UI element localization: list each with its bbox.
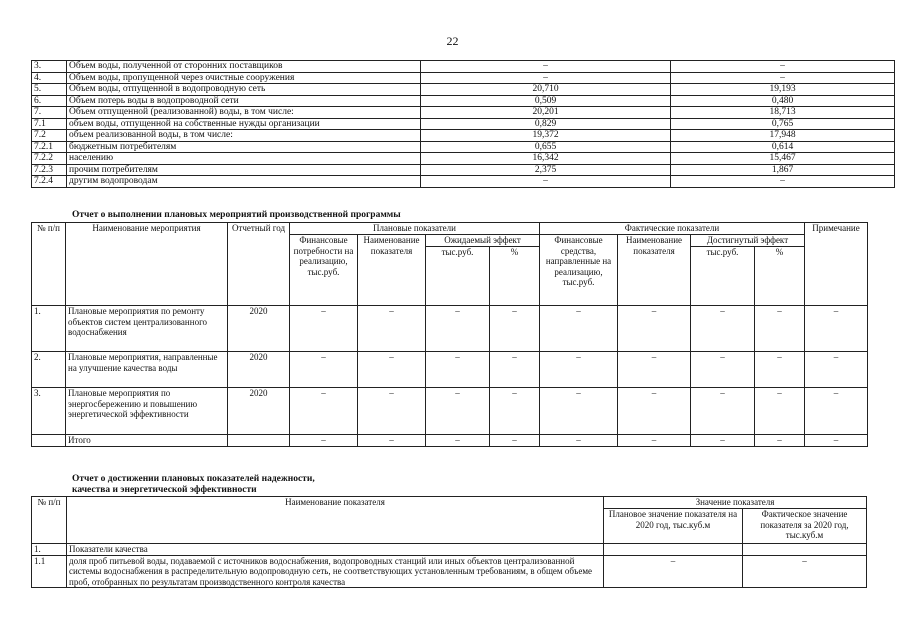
row-number: 7.2.3 <box>32 164 67 176</box>
fact-value: – <box>743 555 867 588</box>
header-plan-pct: % <box>490 247 540 306</box>
dash-cell: – <box>490 435 540 447</box>
row-year: 2020 <box>228 306 290 352</box>
table-row <box>32 153 895 165</box>
water-balance-table <box>31 60 895 188</box>
header-fact-effect: Достигнутый эффект <box>691 235 805 247</box>
row-name: Плановые мероприятия по энергосбережению и повышению энергетической эффективности <box>66 388 228 435</box>
reliability-report-table <box>31 496 867 588</box>
dash-cell: – <box>426 388 490 435</box>
header-fact-rub: тыс.руб. <box>691 247 755 306</box>
table-row <box>32 176 895 188</box>
dash-cell: – <box>805 352 868 388</box>
row-name: Объем воды, пропущенной через очистные сооружения <box>67 72 421 84</box>
plan-value: 20,710 <box>421 84 671 96</box>
dash-cell: – <box>290 435 358 447</box>
row-number: 7.1 <box>32 118 67 130</box>
dash-cell: – <box>290 306 358 352</box>
plan-value: – <box>604 555 743 588</box>
dash-cell: – <box>805 435 868 447</box>
row-name: Показатели качества <box>67 544 604 556</box>
table-row <box>32 118 895 130</box>
fact-value: 0,765 <box>671 118 895 130</box>
dash-cell: – <box>290 388 358 435</box>
table-row <box>32 306 868 352</box>
dash-cell: – <box>426 306 490 352</box>
row-number: 1. <box>32 544 67 556</box>
row-number: 1.1 <box>32 555 67 588</box>
row-name: доля проб питьевой воды, подаваемой с источников водоснабжения, водопроводных станций или иных объектов централизованной системы водоснабжения в распределительную водопроводную сеть, не соответствующих установленным требованиям, в общем объеме проб, отобранных по результатам производственного контроля качества <box>67 555 604 588</box>
total-row <box>32 435 868 447</box>
total-label: Итого <box>66 435 228 447</box>
dash-cell: – <box>691 388 755 435</box>
row-number: 7.2.4 <box>32 176 67 188</box>
row-number: 1. <box>32 306 66 352</box>
table-row <box>32 84 895 96</box>
header-num: № п/п <box>32 497 67 544</box>
fact-value: – <box>671 72 895 84</box>
dash-cell: – <box>540 388 618 435</box>
plan-value: 0,655 <box>421 141 671 153</box>
dash-cell: – <box>755 388 805 435</box>
row-number: 7. <box>32 107 67 119</box>
plan-value: – <box>421 72 671 84</box>
header-plan: Плановое значение показателя на 2020 год, тыс.куб.м <box>604 509 743 544</box>
fact-value: 18,713 <box>671 107 895 119</box>
plan-value <box>604 544 743 556</box>
header-plan-group: Плановые показатели <box>290 223 540 235</box>
plan-value: 2,375 <box>421 164 671 176</box>
header-fact-finance: Финансовые средства, направленные на реализацию, тыс.руб. <box>540 235 618 306</box>
dash-cell: – <box>691 435 755 447</box>
fact-value: 15,467 <box>671 153 895 165</box>
header-plan-effect: Ожидаемый эффект <box>426 235 540 247</box>
table-row <box>32 544 867 556</box>
table-row <box>32 107 895 119</box>
plan-value: 0,829 <box>421 118 671 130</box>
table-row <box>32 141 895 153</box>
table-row <box>32 388 868 435</box>
header-year: Отчетный год <box>228 223 290 306</box>
row-name: населению <box>67 153 421 165</box>
header-fact: Фактическое значение показателя за 2020 год, тыс.куб.м <box>743 509 867 544</box>
header-fact-group: Фактические показатели <box>540 223 805 235</box>
fact-value: 1,867 <box>671 164 895 176</box>
dash-cell: – <box>691 352 755 388</box>
dash-cell: – <box>290 352 358 388</box>
table-row <box>32 61 895 73</box>
dash-cell: – <box>540 435 618 447</box>
row-name: Плановые мероприятия по ремонту объектов систем централизованного водоснабжения <box>66 306 228 352</box>
dash-cell: – <box>618 306 691 352</box>
row-name: Объем потерь воды в водопроводной сети <box>67 95 421 107</box>
dash-cell: – <box>358 388 426 435</box>
row-name: объем реализованной воды, в том числе: <box>67 130 421 142</box>
reliability-report-title-1: Отчет о достижении плановых показателей надежности, <box>72 474 315 484</box>
page-number: 22 <box>446 34 459 48</box>
fact-value: 17,948 <box>671 130 895 142</box>
fact-value: 0,480 <box>671 95 895 107</box>
reliability-report-title-2: качества и энергетической эффективности <box>72 485 257 495</box>
header-fact-indicator: Наименование показателя <box>618 235 691 306</box>
table-row <box>32 352 868 388</box>
fact-value: 19,193 <box>671 84 895 96</box>
header-num: № п/п <box>32 223 66 306</box>
dash-cell: – <box>358 435 426 447</box>
row-year: 2020 <box>228 352 290 388</box>
dash-cell: – <box>426 352 490 388</box>
table-row <box>32 72 895 84</box>
program-report-table <box>31 222 868 447</box>
plan-value: – <box>421 176 671 188</box>
table-row <box>32 95 895 107</box>
row-number: 5. <box>32 84 67 96</box>
header-value: Значение показателя <box>604 497 867 509</box>
dash-cell: – <box>618 388 691 435</box>
row-name: другим водопроводам <box>67 176 421 188</box>
dash-cell: – <box>805 388 868 435</box>
dash-cell: – <box>618 435 691 447</box>
dash-cell: – <box>426 435 490 447</box>
plan-value: 19,372 <box>421 130 671 142</box>
row-number: 4. <box>32 72 67 84</box>
row-number: 7.2.1 <box>32 141 67 153</box>
empty-cell <box>32 435 66 447</box>
dash-cell: – <box>358 306 426 352</box>
row-number: 2. <box>32 352 66 388</box>
dash-cell: – <box>490 306 540 352</box>
plan-value: – <box>421 61 671 73</box>
dash-cell: – <box>755 352 805 388</box>
empty-cell <box>228 435 290 447</box>
row-number: 3. <box>32 61 67 73</box>
fact-value <box>743 544 867 556</box>
row-name: прочим потребителям <box>67 164 421 176</box>
row-name: Объем воды, отпущенной в водопроводную сеть <box>67 84 421 96</box>
row-name: Объем воды, полученной от сторонних поставщиков <box>67 61 421 73</box>
plan-value: 16,342 <box>421 153 671 165</box>
fact-value: 0,614 <box>671 141 895 153</box>
dash-cell: – <box>540 352 618 388</box>
header-plan-rub: тыс.руб. <box>426 247 490 306</box>
program-report-title: Отчет о выполнении плановых мероприятий производственной программы <box>72 210 401 220</box>
plan-value: 0,509 <box>421 95 671 107</box>
row-year: 2020 <box>228 388 290 435</box>
row-number: 7.2.2 <box>32 153 67 165</box>
header-name: Наименование мероприятия <box>66 223 228 306</box>
table-row <box>32 130 895 142</box>
dash-cell: – <box>490 388 540 435</box>
dash-cell: – <box>755 435 805 447</box>
dash-cell: – <box>691 306 755 352</box>
row-number: 3. <box>32 388 66 435</box>
header-name: Наименование показателя <box>67 497 604 544</box>
dash-cell: – <box>805 306 868 352</box>
header-fact-pct: % <box>755 247 805 306</box>
dash-cell: – <box>540 306 618 352</box>
header-note: Примечание <box>805 223 868 306</box>
row-number: 7.2 <box>32 130 67 142</box>
dash-cell: – <box>618 352 691 388</box>
row-name: Объем отпущенной (реализованной) воды, в том числе: <box>67 107 421 119</box>
fact-value: – <box>671 176 895 188</box>
header-plan-finance: Финансовые потребности на реализацию, тыс.руб. <box>290 235 358 306</box>
row-name: Плановые мероприятия, направленные на улучшение качества воды <box>66 352 228 388</box>
dash-cell: – <box>358 352 426 388</box>
row-name: объем воды, отпущенной на собственные нужды организации <box>67 118 421 130</box>
table-row <box>32 164 895 176</box>
fact-value: – <box>671 61 895 73</box>
dash-cell: – <box>490 352 540 388</box>
row-number: 6. <box>32 95 67 107</box>
dash-cell: – <box>755 306 805 352</box>
header-plan-indicator: Наименование показателя <box>358 235 426 306</box>
plan-value: 20,201 <box>421 107 671 119</box>
table-row <box>32 555 867 588</box>
row-name: бюджетным потребителям <box>67 141 421 153</box>
